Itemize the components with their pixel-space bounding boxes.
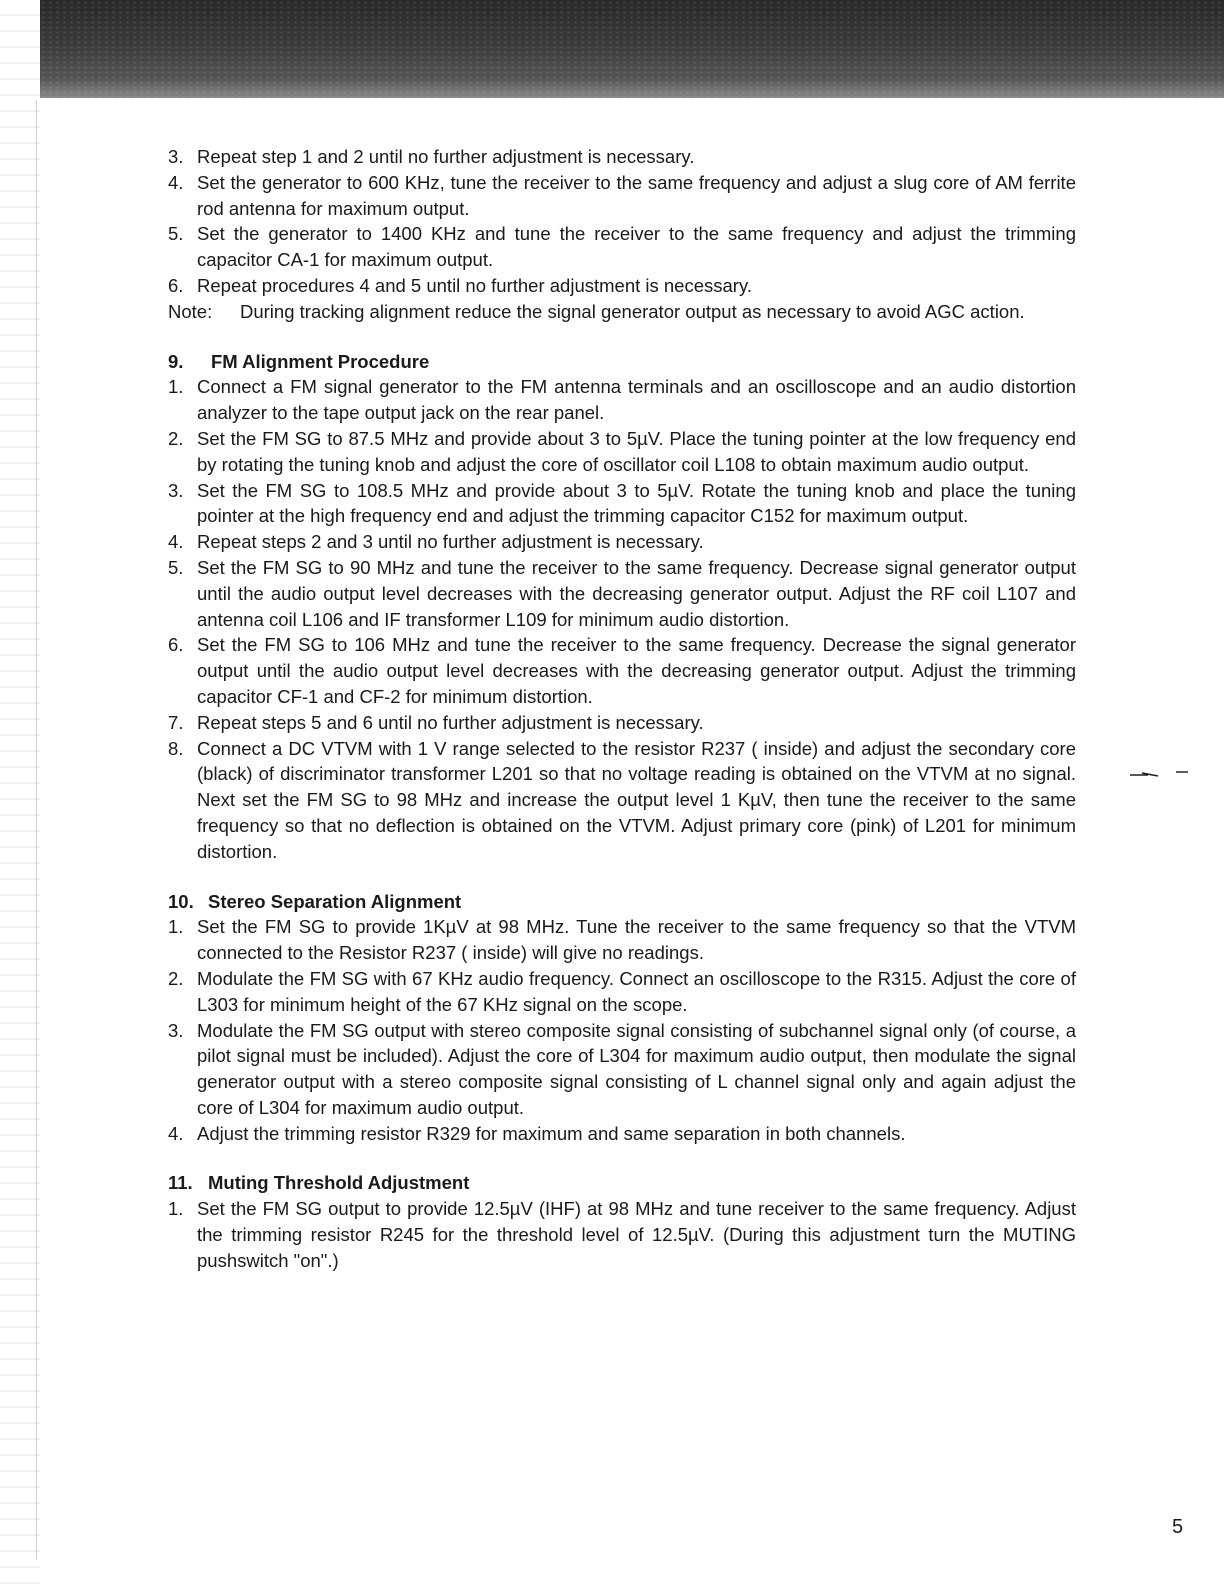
am-step-6 — [168, 273, 1076, 299]
am-step-3 — [168, 144, 1076, 170]
step-number: 4. — [168, 171, 184, 193]
step-number: 5. — [168, 556, 184, 578]
step-text: Set the FM SG to 90 MHz and tune the receiver to the same frequency. Decrease signal generator output until the audio output level decreases with the decreasing generator output. Adjust the RF coil L107 and antenna coil L106 and IF transformer L109 for minimum audio distortion. — [197, 556, 1076, 630]
step-number: 3. — [168, 479, 184, 501]
list-item — [168, 555, 1076, 632]
note-label: Note: — [168, 300, 213, 322]
document-body — [168, 144, 1076, 1274]
step-text: Set the generator to 600 KHz, tune the receiver to the same frequency and adjust a slug core of AM ferrite rod antenna for maximum output. — [197, 171, 1076, 219]
list-item — [168, 374, 1076, 426]
margin-pen-mark — [1128, 770, 1200, 778]
step-text: Set the FM SG to 87.5 MHz and provide about 3 to 5µV. Place the tuning pointer at the low frequency end by rotating the tuning knob and adjust the core of oscillator coil L108 to obtain maximum audio output. — [197, 427, 1076, 475]
step-number: 5. — [168, 223, 184, 245]
step-number: 1. — [168, 916, 184, 938]
step-text: Repeat step 1 and 2 until no further adjustment is necessary. — [197, 146, 695, 167]
section-number: 11. — [168, 1172, 193, 1194]
am-step-5 — [168, 221, 1076, 273]
step-number: 1. — [168, 376, 184, 398]
step-text: Repeat steps 5 and 6 until no further adjustment is necessary. — [197, 711, 704, 733]
step-text: Set the FM SG output to provide 12.5µV (IHF) at 98 MHz and tune receiver to the same frequency. Adjust the trimming resistor R245 for the threshold level of 12.5µV. (During this adjustment turn the MUTING pushswitch "on".) — [197, 1198, 1076, 1271]
list-item — [168, 426, 1076, 478]
step-text: Repeat steps 2 and 3 until no further adjustment is necessary. — [197, 531, 704, 553]
list-item — [168, 966, 1076, 1018]
step-number: 1. — [168, 1198, 184, 1220]
list-item — [168, 914, 1076, 966]
step-number: 3. — [168, 1019, 184, 1041]
section-heading-fm-alignment — [168, 349, 1076, 375]
step-number: 2. — [168, 967, 184, 989]
step-number: 6. — [168, 634, 184, 656]
section-heading-stereo-separation — [168, 889, 1076, 915]
tracking-note — [168, 299, 1076, 325]
step-number: 2. — [168, 427, 184, 449]
section-title: FM Alignment Procedure — [211, 350, 430, 372]
list-item — [168, 478, 1076, 530]
list-item — [168, 1196, 1076, 1273]
list-item — [168, 710, 1076, 736]
list-item — [168, 1018, 1076, 1121]
step-text: Connect a FM signal generator to the FM antenna terminals and an oscilloscope and an audio distortion analyzer to the tape output jack on the rear panel. — [197, 376, 1076, 424]
step-number: 3. — [168, 146, 184, 167]
list-item — [168, 632, 1076, 709]
step-text: Set the FM SG to 108.5 MHz and provide about 3 to 5µV. Rotate the tuning knob and place the tuning pointer at the high frequency end and adjust the trimming capacitor C152 for maximum output. — [197, 479, 1076, 527]
step-text: Modulate the FM SG output with stereo composite signal consisting of subchannel signal only (of course, a pilot signal must be included). Adjust the core of L304 for maximum audio output, then modulate the signal generator output with a stereo composite signal consisting of L channel signal only and again adjust the core of L304 for maximum audio output. — [197, 1019, 1076, 1118]
step-text: Set the generator to 1400 KHz and tune the receiver to the same frequency and adjust the trimming capacitor CA-1 for maximum output. — [197, 223, 1076, 271]
am-step-4 — [168, 170, 1076, 222]
step-text: Set the FM SG to 106 MHz and tune the receiver to the same frequency. Decrease the signal generator output until the audio output level decreases with the decreasing generator output. Adjust the trimming capacitor CF-1 and CF-2 for minimum distortion. — [197, 634, 1076, 707]
step-number: 6. — [168, 274, 184, 296]
step-text: Repeat procedures 4 and 5 until no further adjustment is necessary. — [197, 274, 752, 296]
section-heading-muting-threshold — [168, 1170, 1076, 1196]
section-title: Stereo Separation Alignment — [208, 890, 462, 912]
step-text: Modulate the FM SG with 67 KHz audio frequency. Connect an oscilloscope to the R315. Adjust the core of L303 for minimum height of the 67 KHz signal on the scope. — [197, 967, 1076, 1015]
step-text: Adjust the trimming resistor R329 for maximum and same separation in both channels. — [197, 1122, 906, 1144]
step-text: Connect a DC VTVM with 1 V range selected to the resistor R237 ( inside) and adjust the secondary core (black) of discriminator transformer L201 so that no voltage reading is obtained on the VTVM at no signal. Next set the FM SG to 98 MHz and increase the output level 1 KµV, then tune the receiver to the same frequency so that no deflection is obtained on the VTVM. Adjust primary core (pink) of L201 for minimum distortion. — [197, 737, 1076, 862]
step-text: Set the FM SG to provide 1KµV at 98 MHz. Tune the receiver to the same frequency so that the VTVM connected to the Resistor R237 ( inside) will give no readings. — [197, 916, 1076, 964]
step-number: 8. — [168, 737, 184, 759]
list-item — [168, 736, 1076, 865]
scanned-header-band — [40, 0, 1224, 98]
section-title: Muting Threshold Adjustment — [208, 1172, 470, 1194]
page-number: 5 — [1172, 1516, 1184, 1538]
step-number: 4. — [168, 1122, 184, 1144]
binding-edge — [0, 0, 40, 1584]
step-number: 7. — [168, 711, 184, 733]
list-item — [168, 529, 1076, 555]
section-number: 10. — [168, 890, 194, 912]
note-text: During tracking alignment reduce the signal generator output as necessary to avoid AGC action. — [240, 300, 1025, 322]
step-number: 4. — [168, 531, 184, 553]
section-number: 9. — [168, 350, 184, 372]
list-item — [168, 1121, 1076, 1147]
